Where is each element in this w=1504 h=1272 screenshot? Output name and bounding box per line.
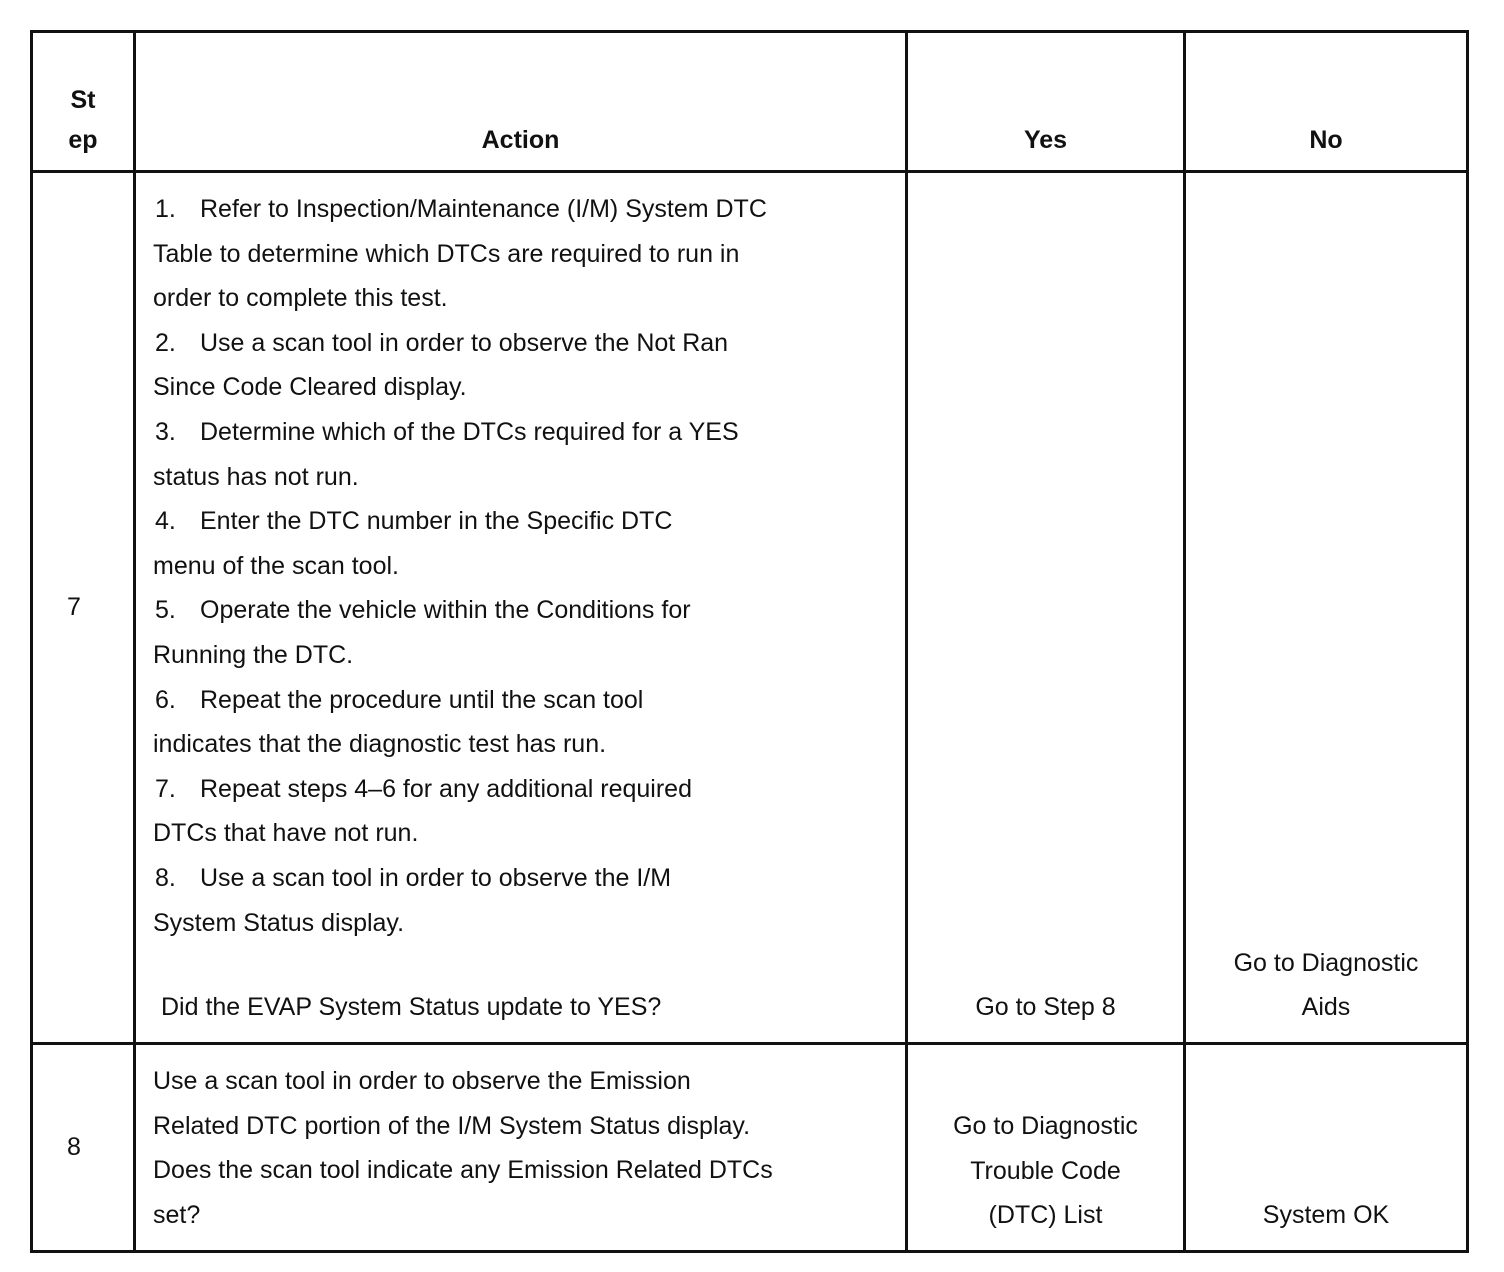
procedure-step-number: 1. (155, 195, 176, 223)
procedure-step (153, 588, 895, 633)
yes-cell (907, 1044, 1185, 1252)
procedure-step-text: Operate the vehicle within the Conditions for (200, 596, 691, 625)
procedure-step-continuation: Since Code Cleared display. (153, 373, 467, 402)
yes-answer-line: Go to Diagnostic (953, 1112, 1138, 1141)
no-header: No (1185, 32, 1468, 172)
procedure-step-number: 4. (155, 507, 176, 536)
procedure-step-continuation: Table to determine which DTCs are required to run in (153, 239, 740, 268)
step-number: 7 (32, 172, 135, 1044)
procedure-step (153, 499, 895, 544)
action-header: Action (135, 32, 907, 172)
procedure-step (153, 321, 895, 366)
yes-answer-line: Trouble Code (970, 1156, 1121, 1185)
procedure-step (153, 767, 895, 812)
procedure-step-text: Use a scan tool in order to observe the Not Ran (200, 328, 729, 357)
procedure-step-text: Use a scan tool in order to observe the I/M (200, 863, 672, 892)
diagnostic-table (30, 30, 1469, 1253)
no-cell (1185, 172, 1468, 1044)
procedure-step-number: 3. (155, 417, 176, 446)
procedure-step (153, 856, 895, 901)
procedure-step-continuation: status has not run. (153, 462, 359, 491)
table-row (32, 172, 1468, 1044)
action-line: Use a scan tool in order to observe the Emission (153, 1067, 691, 1095)
procedure-step-text: Enter the DTC number in the Specific DTC (200, 507, 673, 536)
action-cell (135, 1044, 907, 1252)
step-header-line1: St (70, 86, 96, 114)
procedure-list (153, 187, 895, 945)
no-answer-line: System OK (1262, 1201, 1390, 1230)
action-cell (135, 172, 907, 1044)
procedure-step-continuation: menu of the scan tool. (153, 551, 399, 580)
procedure-step-continuation: order to complete this test. (153, 284, 448, 313)
procedure-step-number: 8. (155, 863, 176, 892)
yes-answer-line: (DTC) List (988, 1201, 1103, 1230)
no-answer-line: Go to Diagnostic (1233, 948, 1419, 977)
no-answer-line: Aids (1301, 993, 1351, 1022)
step-header (32, 32, 135, 172)
procedure-step-continuation: DTCs that have not run. (153, 819, 419, 848)
procedure-step-continuation: Running the DTC. (153, 640, 354, 669)
step-number: 8 (32, 1044, 135, 1252)
question-text: Did the EVAP System Status update to YES? (161, 993, 662, 1022)
yes-answer-line: Go to Step 8 (975, 993, 1116, 1022)
procedure-step-text: Repeat steps 4–6 for any additional required (200, 774, 692, 803)
procedure-step-continuation: indicates that the diagnostic test has run. (153, 730, 607, 759)
procedure-step-text: Refer to Inspection/Maintenance (I/M) System DTC (200, 195, 767, 223)
procedure-step (153, 410, 895, 455)
procedure-step-text: Determine which of the DTCs required for a YES (200, 417, 739, 446)
header-row (32, 32, 1468, 172)
step-header-line2: ep (68, 126, 98, 154)
table-row (32, 1044, 1468, 1252)
procedure-step-number: 6. (155, 685, 176, 714)
procedure-step (153, 678, 895, 723)
yes-cell (907, 172, 1185, 1044)
action-line: set? (153, 1200, 201, 1229)
procedure-step (153, 187, 895, 232)
procedure-step-text: Repeat the procedure until the scan tool (200, 685, 644, 714)
action-line: Related DTC portion of the I/M System Status display. (153, 1111, 751, 1140)
action-line: Does the scan tool indicate any Emission Related DTCs (153, 1156, 773, 1185)
procedure-step-number: 7. (155, 774, 176, 803)
procedure-step-continuation: System Status display. (153, 908, 405, 937)
procedure-step-number: 5. (155, 596, 176, 625)
procedure-step-number: 2. (155, 328, 176, 357)
no-cell (1185, 1044, 1468, 1252)
yes-header: Yes (907, 32, 1185, 172)
